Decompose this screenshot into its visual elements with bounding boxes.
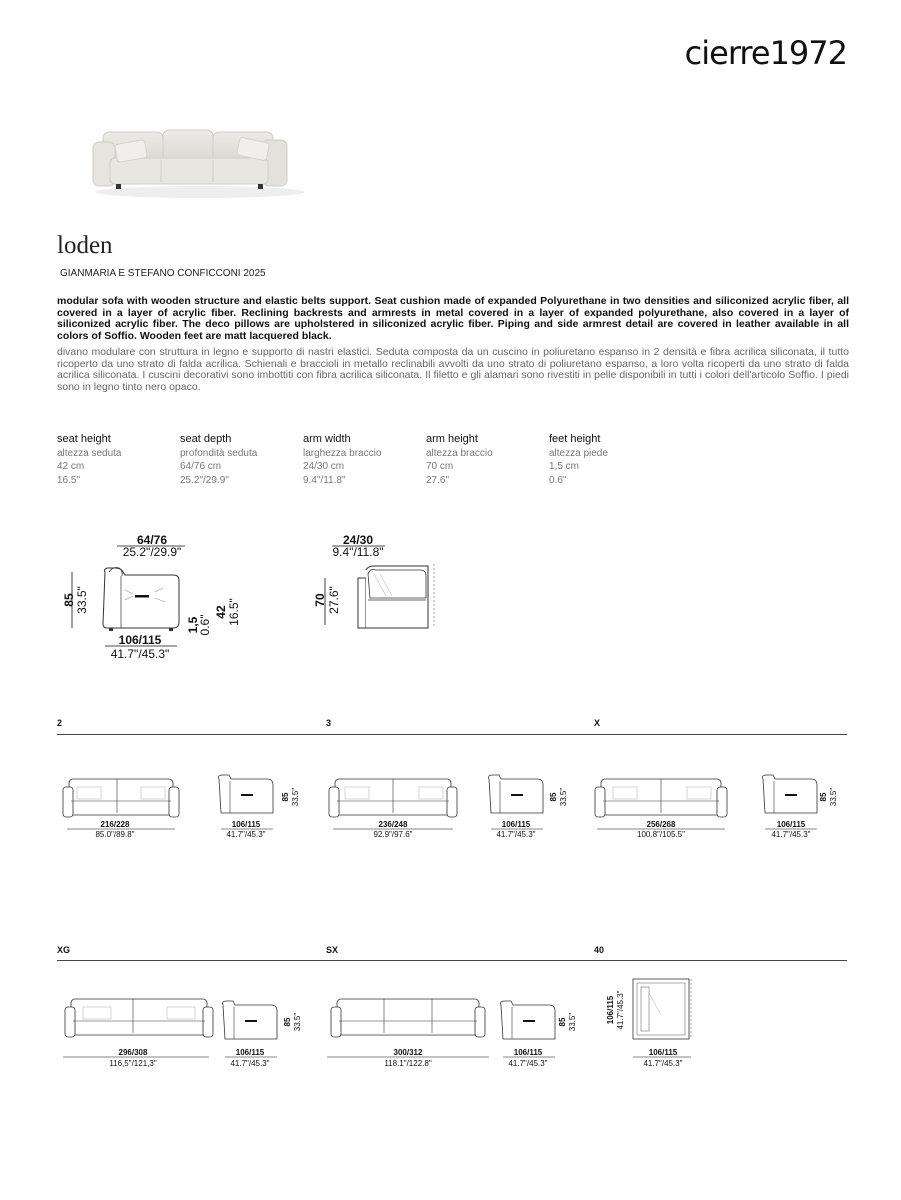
spec-label: seat depth [180,433,232,445]
spec-value-cm: 1,5 cm [549,461,580,472]
module-label-40: 40 [594,945,605,955]
module-x-front-view [595,779,727,817]
module-2-depth-inch: 41.7"/45.3" [226,830,266,839]
module-label-xg: XG [57,945,71,955]
spec-arm-height [426,433,549,487]
seat-inch-label: 16.5" [227,598,241,626]
spec-value-inch: 25.2"/29.9" [180,474,229,486]
module-x-depth-cm: 106/115 [776,820,806,829]
spec-list [57,433,672,487]
module-2-front-view [63,779,179,817]
spec-arm-width [303,433,426,487]
module-2-depth-cm: 106/115 [231,820,261,829]
module-x-depth-inch: 41.7"/45.3" [771,830,811,839]
module-3-depth-inch: 41.7"/45.3" [496,830,536,839]
feet-cm-label: 1,5 [186,616,200,634]
spec-label-italian: altezza seduta [57,447,122,459]
description-english: modular sofa with wooden structure and elastic belts support. Seat cushion made of expanded Polyurethane in two densities and siliconized acrylic fiber, all covered in a layer of acrylic fiber. Reclining backrests and armrests in metal covered in a layer of expanded polyurethane, also covered in a layer of siliconized acrylic fiber. The deco pillows are upholstered in siliconized acrylic fiber. Piping and side armrest detail are covered in leather available in all colors of Soffio. Wooden feet are matt lacquered black. [57,295,849,342]
spec-label-italian: larghezza braccio [303,447,382,459]
section-divider [57,960,847,961]
height-cm-label: 85 [62,593,76,607]
module-40-width-cm: 106/115 [648,1048,678,1057]
height-inch-label: 33.5" [75,586,89,614]
module-label-2: 2 [57,718,63,728]
module-3-width-inch: 92.9"/97.6" [373,830,413,839]
sofa-photo [88,120,313,215]
module-x-height-inch: 33.5" [829,787,838,807]
spec-label-italian: altezza piede [549,447,608,459]
product-designer: GIANMARIA E STEFANO CONFICCONI 2025 [60,268,266,279]
module-40-width-inch: 41.7"/45.3" [643,1059,683,1068]
spec-label: arm width [303,433,351,445]
module-sx-side-view [501,1001,556,1039]
spec-label-italian: altezza braccio [426,447,493,459]
module-sx-width-inch: 118.1"/122.8" [384,1059,432,1068]
spec-value-inch: 16.5" [57,474,81,486]
section-divider [57,734,847,735]
spec-value-cm: 24/30 cm [303,461,345,472]
arm-width-inch-label: 9.4"/11.8" [332,545,384,559]
module-2-width-cm: 216/228 [100,820,130,829]
module-label-3: 3 [326,718,332,728]
width-cm-label: 106/115 [118,633,162,647]
module-row-1 [57,765,847,845]
module-xg-front-view [65,999,213,1037]
module-row-2 [57,975,847,1075]
spec-feet-height [549,433,672,487]
module-x-width-inch: 100.8"/105.5" [637,830,685,839]
module-3-side-view [489,775,544,813]
spec-label: seat height [57,433,111,445]
feet-inch-label: 0.6" [198,614,212,636]
module-xg-width-cm: 296/308 [118,1048,148,1057]
module-sx-height-inch: 33.5" [568,1012,577,1032]
module-x-width-cm: 256/268 [646,820,676,829]
module-40-depth-inch: 41.7"/45.3" [616,990,625,1030]
side-profile-diagram [55,530,255,665]
depth-cm-label: 64/76 [136,533,168,547]
module-label-x: X [594,718,601,728]
module-3-front-view [329,779,457,817]
spec-value-inch: 9.4"/11.8" [303,474,346,486]
spec-label-italian: profondità seduta [180,447,258,459]
module-xg-side-view [223,1001,278,1039]
arm-width-cm-label: 24/30 [342,533,374,547]
arm-diagram [310,530,450,635]
module-x-side-view [763,775,818,813]
spec-value-cm: 64/76 cm [180,461,222,472]
module-xg-height-cm: 85 [283,1017,292,1027]
spec-value-inch: 27.6" [426,474,450,486]
seat-cm-label: 42 [214,605,228,619]
spec-label: arm height [426,433,478,445]
module-3-height-inch: 33.5" [559,787,568,807]
module-xg-depth-inch: 41.7"/45.3" [230,1059,270,1068]
spec-value-cm: 70 cm [426,461,454,472]
module-2-height-cm: 85 [281,792,290,802]
module-3-width-cm: 236/248 [378,820,408,829]
module-xg-depth-cm: 106/115 [235,1048,265,1057]
module-x-height-cm: 85 [819,792,828,802]
module-sx-depth-inch: 41.7"/45.3" [508,1059,548,1068]
spec-value-inch: 0.6" [549,474,567,486]
arm-height-cm-label: 70 [313,593,327,607]
brand-logo: cierre1972 [684,34,847,72]
module-sx-width-cm: 300/312 [393,1048,423,1057]
spec-value-cm: 42 cm [57,461,85,472]
module-2-side-view [219,775,274,813]
module-sx-height-cm: 85 [558,1017,567,1027]
module-40-top-view [633,979,691,1039]
module-xg-height-inch: 33.5" [293,1012,302,1032]
module-2-height-inch: 33.5" [291,787,300,807]
product-title: loden [57,232,113,259]
module-sx-front-view [331,999,485,1037]
depth-inch-label: 25.2"/29.9" [122,545,182,559]
module-2-width-inch: 85.0"/89.8" [95,830,135,839]
spec-seat-height [57,433,180,487]
module-3-height-cm: 85 [549,792,558,802]
arm-height-inch-label: 27.6" [327,586,341,614]
module-40-depth-cm: 106/115 [606,995,615,1025]
description-italian: divano modulare con struttura in legno e supporto di nastri elastici. Seduta composta da un cuscino in poliuretano espanso in 2 densità e fibra acrilica siliconata, il tutto ricoperto da uno strato di falda acrilica. Schienali e braccioli in metallo reclinabili avvolti da uno strato di poliuretano espanso, a loro volta ricoperti da uno strato di falda acrilica siliconata. I cuscini decorativi sono imbottiti con fibra acrilica siliconata. Il filetto e gli alamari sono rivestiti in pelle disponibili in tutti i colori dell'articolo Soffio. I piedi sono in legno tinto nero opaco. [57,346,849,393]
module-label-sx: SX [326,945,339,955]
width-inch-label: 41.7"/45.3" [110,647,170,661]
spec-label: feet height [549,433,601,445]
module-sx-depth-cm: 106/115 [513,1048,543,1057]
module-xg-width-inch: 116,5"/121,3" [109,1059,157,1068]
module-3-depth-cm: 106/115 [501,820,531,829]
spec-seat-depth [180,433,303,487]
